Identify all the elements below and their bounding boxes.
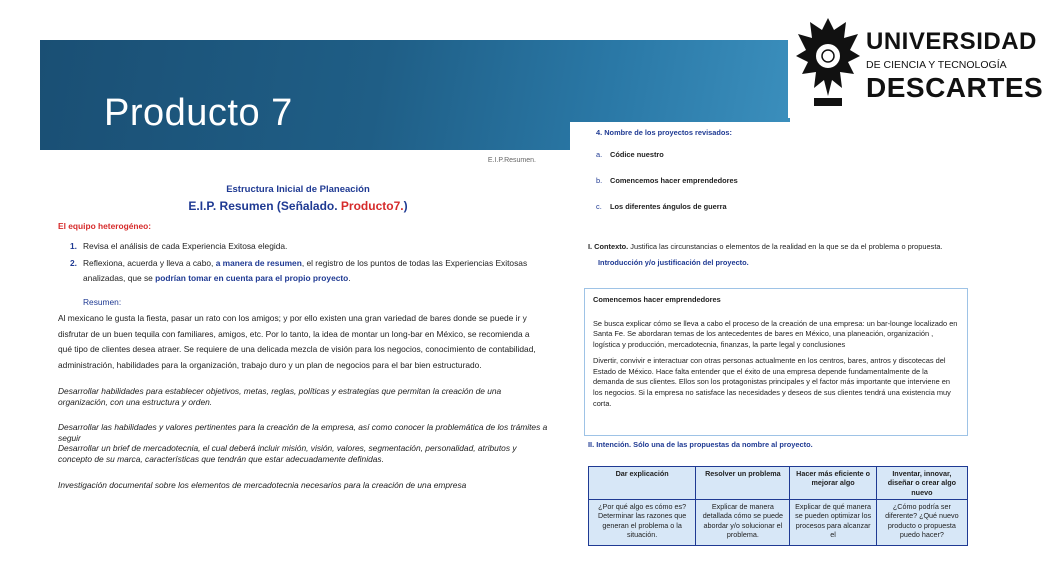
objective-text: Desarrollar habilidades para establecer objetivos, metas, reglas, políticas y estrategias que permitan la creación de una organización, con una estructura y orden.: [58, 386, 502, 407]
team-label: El equipo heterogéneo:: [58, 221, 152, 231]
objective-text: Desarrollar las habilidades y valores pertinentes para la creación de la empresa, así como conocer la problemática de los trámites a seguir: [58, 422, 548, 443]
document-reference: E.I.P.Resumen.: [487, 157, 536, 164]
table-header: Dar explicación: [589, 467, 696, 500]
context-paragraph: Se busca explicar cómo se lleva a cabo el proceso de la creación de una empresa: un bar-lounge localizado en Santa Fe. Se abordaran temas de los antecedentes de bares en México, una planeación, organización , logística y producción, mercadotecnia, finanzas, la parte legal y conclusiones: [593, 318, 958, 350]
steps-list: [70, 241, 540, 290]
context-box-title: Comencemos hacer emprendedores: [593, 295, 721, 304]
table-row: [589, 500, 968, 546]
logo-line-descartes: DESCARTES: [866, 72, 1043, 103]
resumen-paragraph: Al mexicano le gusta la fiesta, pasar un rato con los amigos; y por ello existen una gran variedad de bares donde se puede ir y disfrutar de un buen tequila con familiares, amigos, etc. Por lo tanto, la idea de montar un long-bar en México, se recomienda a qué tipo de clientes desea atraer. Se requiere de una delicada mezcla de visión para los negocios, conocimiento de contabilidad, administración, habilidades para la organización, trabajo duro y un plan de negocios para el bar bien estructurado.: [58, 313, 536, 370]
logo-line-ciencia: DE CIENCIA Y TECNOLOGÍA: [866, 59, 1007, 71]
table-cell: Explicar de qué manera se pueden optimizar los procesos para alcanzar el: [790, 500, 876, 546]
table-header: Resolver un problema: [696, 467, 790, 500]
table-cell: ¿Cómo podría ser diferente? ¿Qué nuevo producto o propuesta puedo hacer?: [876, 500, 967, 546]
left-document-excerpt: [40, 150, 556, 510]
table-header: Hacer más eficiente o mejorar algo: [790, 467, 876, 500]
intention-table: [588, 466, 968, 546]
section-1-context: I. Contexto. Justifica las circunstancias o elementos de la realidad en la que se da el problema o propuesta. Introducción y/o justificación del proyecto.: [588, 242, 943, 267]
resumen-label: Resumen:: [83, 297, 122, 307]
eagle-seal-icon: [794, 12, 862, 112]
logo-line-universidad: UNIVERSIDAD: [866, 28, 1037, 55]
project-option: c. Los diferentes ángulos de guerra: [596, 202, 727, 211]
document-subheading: E.I.P. Resumen (Señalado. Producto7.): [188, 199, 408, 213]
project-option: b. Comencemos hacer emprendedores: [596, 176, 738, 185]
step-item: 2. Reflexiona, acuerda y lleva a cabo, a manera de resumen, el registro de los puntos de todas las Experiencias Exitosas analizadas, que se podrían tomar en cuenta para el propio proyecto.: [70, 257, 528, 283]
document-heading: Estructura Inicial de Planeación: [226, 184, 370, 195]
context-paragraph: Divertir, convivir e interactuar con otras personas actualmente en los centros, bares, antros y discotecas del Estado de México. Hace falta entender que el éxito de una empresa depende fundamentalmente de la demanda de sus clientes. Ellos son los protagonistas principales y el factor más importante que interviene en los negocios. Si la empresa no satisface las necesidades y deseos de sus clientes tendrá una existencia muy corta.: [593, 355, 951, 408]
objective-text: Investigación documental sobre los elementos de mercadotecnia necesarios para la creación de una empresa: [58, 480, 467, 490]
slide-title: Producto 7: [104, 92, 293, 134]
section-4-title: 4. Nombre de los proyectos revisados:: [596, 128, 732, 137]
step-item: 1. Revisa el análisis de cada Experiencia Exitosa elegida.: [70, 241, 288, 251]
section-2-intention: II. Intención. Sólo una de las propuestas da nombre al proyecto.: [588, 440, 813, 449]
university-logo: [788, 6, 1043, 118]
table-cell: Explicar de manera detallada cómo se puede abordar y/o solucionar el problema.: [696, 500, 790, 546]
objective-text: Desarrollar un brief de mercadotecnia, el cual deberá incluir misión, visión, valores, segmentación, personalidad, atributos y concepto de su marca, características que tendrán que estar adecuadamente definidas.: [58, 443, 517, 464]
context-box: [584, 288, 968, 436]
table-cell: ¿Por qué algo es cómo es? Determinar las razones que generan el problema o la situación.: [589, 500, 696, 546]
right-document-excerpt: [570, 122, 990, 538]
table-header: Inventar, innovar, diseñar o crear algo nuevo: [876, 467, 967, 500]
project-option: a. Códice nuestro: [596, 150, 664, 159]
